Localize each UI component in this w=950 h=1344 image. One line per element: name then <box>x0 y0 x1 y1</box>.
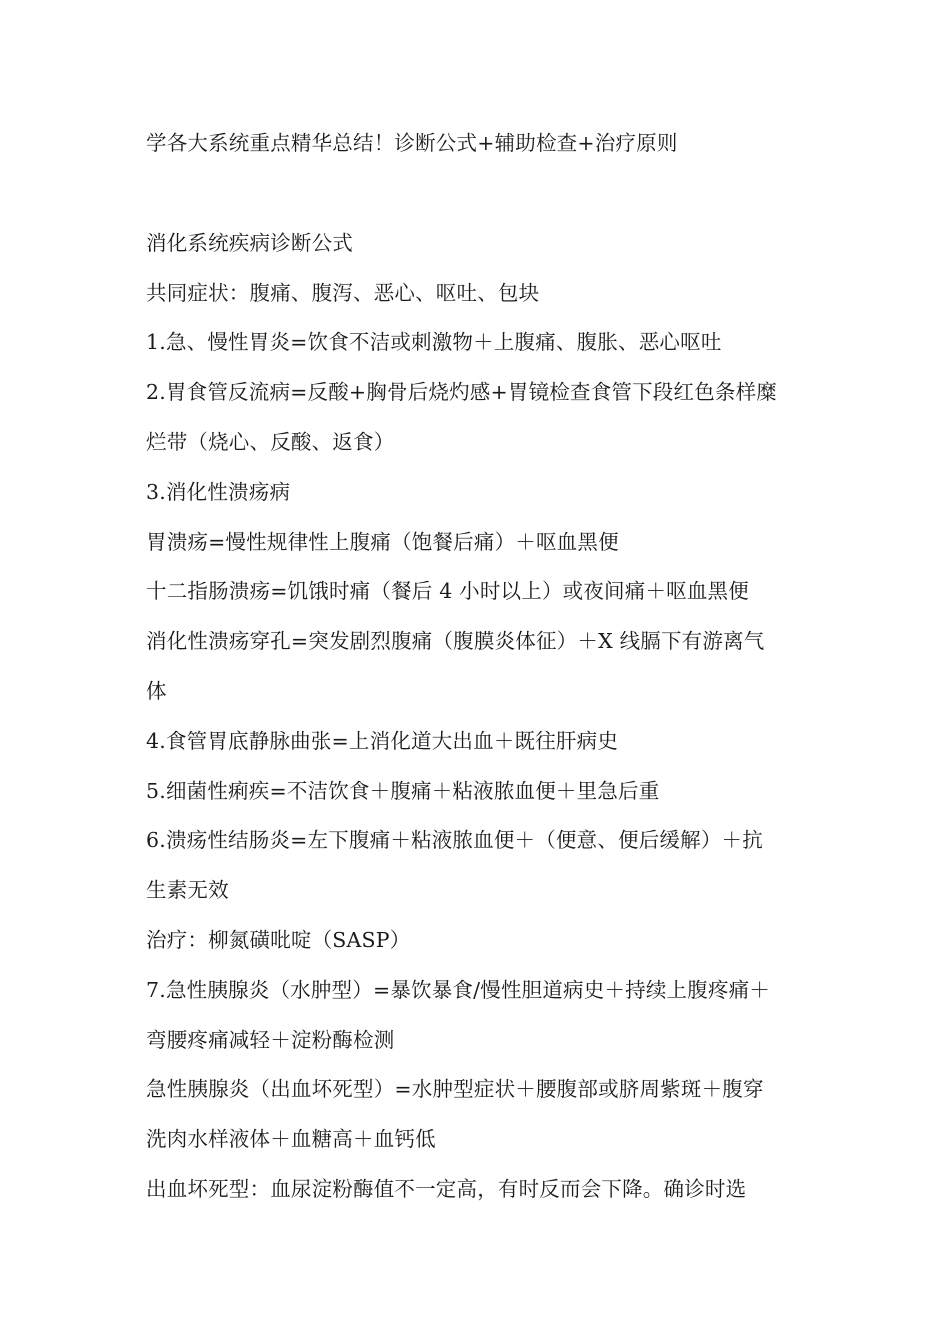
text-line: 治疗：柳氮磺吡啶（SASP） <box>146 927 411 952</box>
text-line: 体 <box>146 678 167 703</box>
text-line: 烂带（烧心、反酸、返食） <box>146 429 395 454</box>
text-line: 共同症状：腹痛、腹泻、恶心、呕吐、包块 <box>146 280 540 305</box>
text-line: 2.胃食管反流病=反酸+胸骨后烧灼感+胃镜检查食管下段红色条样糜 <box>146 380 777 405</box>
text-line: 6.溃疡性结肠炎=左下腹痛＋粘液脓血便＋（便意、便后缓解）＋抗 <box>146 828 763 853</box>
text-line: 洗肉水样液体＋血糖高＋血钙低 <box>146 1127 436 1152</box>
text-line: 5.细菌性痢疾=不洁饮食＋腹痛＋粘液脓血便＋里急后重 <box>146 778 660 803</box>
document-body <box>146 119 816 1215</box>
text-line: 3.消化性溃疡病 <box>146 479 291 504</box>
document-title: 学各大系统重点精华总结！诊断公式+辅助检查+治疗原则 <box>146 131 678 155</box>
paragraph-gap <box>146 169 816 219</box>
text-line: 生素无效 <box>146 878 229 903</box>
text-line: 7.急性胰腺炎（水肿型）=暴饮暴食/慢性胆道病史＋持续上腹疼痛＋ <box>146 977 771 1002</box>
section-heading: 消化系统疾病诊断公式 <box>146 230 353 255</box>
text-line: 十二指肠溃疡=饥饿时痛（餐后 4 小时以上）或夜间痛＋呕血黑便 <box>146 579 749 604</box>
text-line: 弯腰疼痛减轻＋淀粉酶检测 <box>146 1027 395 1052</box>
text-line: 出血坏死型：血尿淀粉酶值不一定高，有时反而会下降。确诊时选 <box>146 1176 747 1201</box>
text-line: 消化性溃疡穿孔=突发剧烈腹痛（腹膜炎体征）＋X 线膈下有游离气 <box>146 629 765 654</box>
text-line: 1.急、慢性胃炎=饮食不洁或刺激物＋上腹痛、腹胀、恶心呕吐 <box>146 330 722 355</box>
text-line: 胃溃疡=慢性规律性上腹痛（饱餐后痛）＋呕血黑便 <box>146 529 619 554</box>
text-line: 急性胰腺炎（出血坏死型）=水肿型症状＋腰腹部或脐周紫斑＋腹穿 <box>146 1077 764 1102</box>
text-line: 4.食管胃底静脉曲张=上消化道大出血＋既往肝病史 <box>146 728 619 753</box>
